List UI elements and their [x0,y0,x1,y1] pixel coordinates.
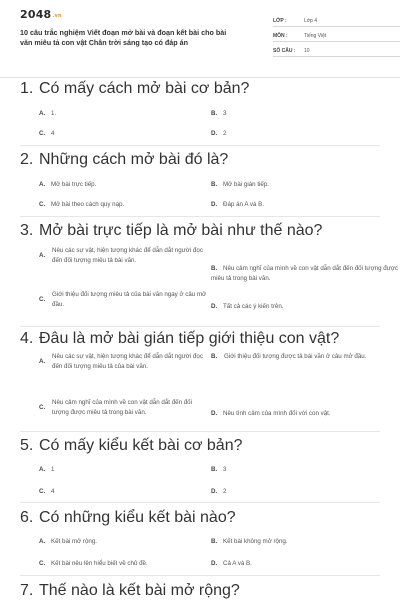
meta-grade-label: LỚP : [273,18,287,24]
answer-option-b[interactable] [211,465,226,475]
question-divider [20,216,380,217]
option-text: Giới thiệu đối tượng được tả bài văn ở câu mở đầu. [224,353,367,360]
meta-subject-row [273,29,400,42]
answer-option-d[interactable] [211,200,264,210]
answer-option-a[interactable] [39,465,54,475]
question-divider [20,145,380,146]
meta-grade-row [273,14,400,27]
question-prompt: Có mấy kiểu kết bài cơ bản? [39,437,243,454]
question-text [20,582,380,600]
meta-count-value: 10 [304,48,310,54]
question-text [20,222,380,240]
question-divider [20,326,380,327]
option-letter: A. [39,358,46,365]
worksheet-header [20,0,380,62]
option-letter: C. [39,296,46,303]
option-text: 1. [51,110,57,117]
logo-suffix: .vn [52,13,62,19]
logo-brand: 2048 [20,8,52,21]
meta-grade-value: Lớp 4 [304,18,318,24]
meta-count-row [273,44,400,57]
answer-option-c[interactable] [39,559,148,569]
option-text: 3 [223,466,227,473]
option-letter: A. [39,538,46,545]
answer-option-a[interactable] [39,180,96,190]
answer-option-a[interactable] [39,109,56,119]
option-text: Cả A và B. [223,560,252,567]
option-text: 2 [223,488,227,495]
question-number: 2. [20,151,34,168]
site-logo[interactable] [20,8,62,21]
question-prompt: Có những kiểu kết bài nào? [39,509,236,526]
question-divider [20,575,380,576]
option-letter: A. [39,252,46,259]
answer-option-b[interactable] [211,180,269,190]
option-text: 3 [223,110,227,117]
option-letter: C. [39,201,46,208]
option-letter: B. [211,466,218,473]
question-text [20,509,380,527]
option-letter: D. [211,201,218,208]
answer-option-a[interactable] [39,352,210,372]
option-letter: B. [211,538,218,545]
document-title: 10 câu trắc nghiệm Viết đoạn mở bài và đoạn kết bài cho bài văn miêu tả con vật Chân trời sáng tạo có đáp án [20,28,227,47]
question-prompt: Đâu là mở bài gián tiếp giới thiệu con vật? [39,330,340,347]
option-text: Nêu tình cảm của mình đối với con vật. [223,410,331,417]
option-letter: D. [211,303,218,310]
question-prompt: Mở bài trực tiếp là mở bài như thế nào? [39,222,323,239]
answer-option-b[interactable] [211,109,226,119]
option-letter: A. [39,181,46,188]
question-number: 4. [20,330,34,347]
question-number: 6. [20,509,34,526]
answer-option-b[interactable] [211,537,288,547]
option-text: Mở bài theo cách quy nạp. [51,201,125,208]
question-text [20,151,380,169]
option-letter: C. [39,130,46,137]
option-text: Kết bài không mở rộng. [223,538,288,545]
answer-option-c[interactable] [39,129,54,139]
option-letter: C. [39,488,46,495]
option-text: Giới thiệu đối tượng miêu tả của bài văn ngay ở câu mở đầu. [52,291,207,308]
option-text: Nêu cảm nghĩ của mình về con vật dẫn dắt đến đối tượng được miêu tả trong bài văn. [52,399,192,416]
answer-option-a[interactable] [39,537,97,547]
option-letter: B. [211,110,218,117]
option-text: Kết bài mở rộng. [51,538,98,545]
question-number: 5. [20,437,34,454]
option-text: Tất cả các ý kiến trên. [223,303,284,310]
answer-option-d[interactable] [211,302,284,312]
answer-option-d[interactable] [211,559,252,569]
option-text: Nêu các sự vật, hiện tượng khác để dẫn dắt người đọc đến đối tượng miêu tả của bài văn. [52,353,203,370]
answer-option-b[interactable] [211,264,400,284]
question-text [20,330,380,348]
question-divider [20,431,380,432]
answer-option-d[interactable] [211,409,331,419]
question-divider [20,502,380,503]
option-letter: B. [211,181,218,188]
option-text: 1 [51,466,55,473]
answer-option-a[interactable] [39,246,210,266]
worksheet-meta [273,14,400,59]
option-letter: D. [211,130,218,137]
option-text: Mở bài trực tiếp. [51,181,97,188]
option-text: Kết bài nêu lên hiểu biết về chủ đề. [51,560,148,567]
option-letter: D. [211,488,218,495]
header-divider [0,77,400,78]
question-prompt: Thế nào là kết bài mở rộng? [39,582,240,599]
meta-subject-label: MÔN : [273,33,288,39]
option-text: Nêu cảm nghĩ của mình về con vật dẫn dắt đến đối tượng được miêu tả trong bài văn. [211,265,398,282]
option-text: Mở bài gián tiếp. [223,181,270,188]
option-letter: C. [39,560,46,567]
option-letter: B. [211,353,218,360]
question-text [20,437,380,455]
question-number: 1. [20,80,34,97]
meta-subject-value: Tiếng Việt [304,33,327,39]
answer-option-d[interactable] [211,487,226,497]
answer-option-c[interactable] [39,487,54,497]
option-letter: C. [39,404,46,411]
answer-option-c[interactable] [39,200,124,210]
answer-option-c[interactable] [39,398,210,418]
option-letter: A. [39,466,46,473]
question-number: 7. [20,582,34,599]
option-text: Đáp án A và B. [223,201,264,208]
question-text [20,80,380,98]
question-number: 3. [20,222,34,239]
option-text: 4 [51,488,55,495]
option-letter: D. [211,410,218,417]
option-text: 4 [51,130,55,137]
option-letter: D. [211,560,218,567]
question-prompt: Những cách mở bài đó là? [39,151,229,168]
option-text: 2 [223,130,227,137]
option-text: Nêu các sự vật, hiện tượng khác để dẫn dắt người đọc đến đối tượng miêu tả bài văn. [52,247,203,264]
question-prompt: Có mấy cách mở bài cơ bản? [39,80,250,97]
answer-option-c[interactable] [39,290,210,310]
option-letter: A. [39,110,46,117]
meta-count-label: SỐ CÂU : [273,48,296,54]
answer-option-d[interactable] [211,129,226,139]
answer-option-b[interactable] [211,352,382,362]
option-letter: B. [211,265,218,272]
